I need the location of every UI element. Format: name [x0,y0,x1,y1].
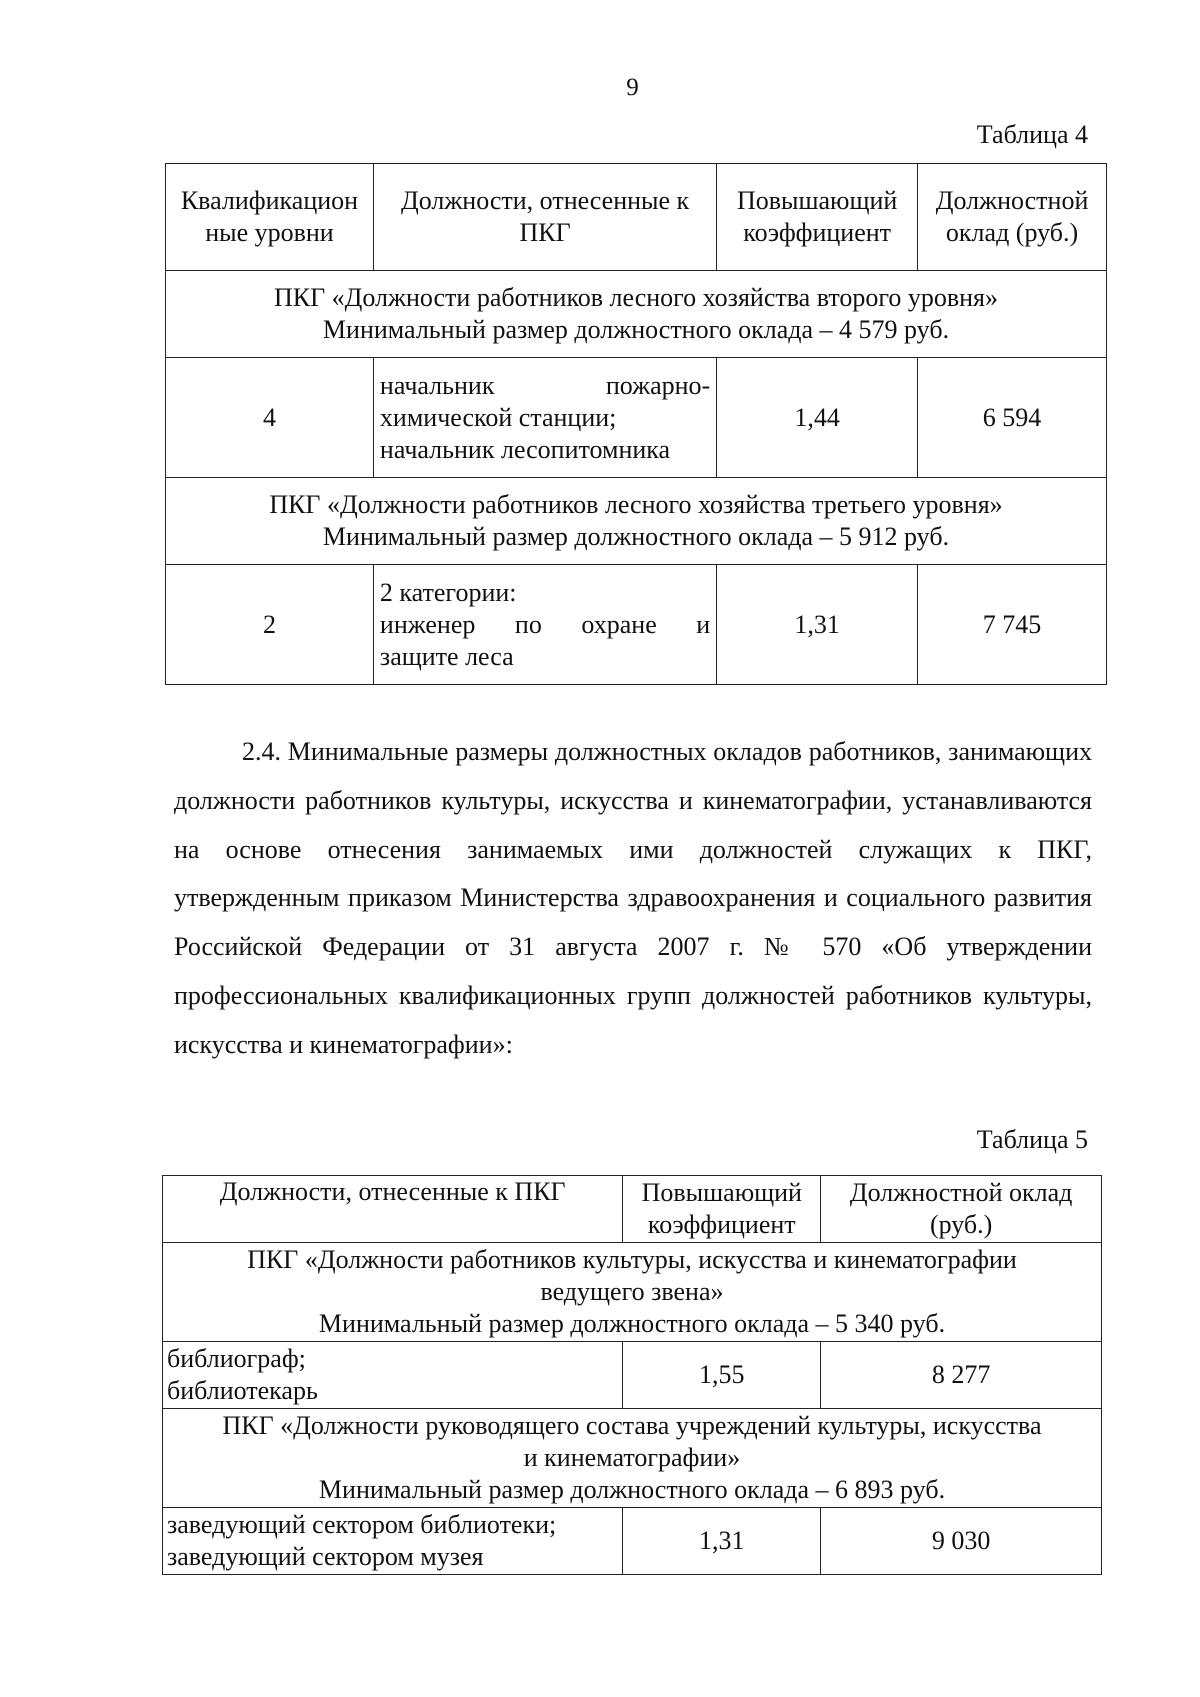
table-row [166,358,1107,478]
table-5 [162,1175,1102,1575]
salary-cell: 9 030 [821,1508,1102,1575]
salary-cell: 8 277 [821,1342,1102,1409]
table-5-group-cell [163,1243,1102,1342]
table-5-header-positions: Должности, отнесенные к ПКГ [163,1176,623,1243]
group-min-salary: Минимальный размер должностного оклада – 5 340 руб. [318,1309,946,1338]
position-line: заведующий сектором библиотеки; [167,1510,557,1539]
group-min-salary: Минимальный размер должностного оклада – 4 579 руб. [322,315,950,344]
positions-cell [373,358,716,478]
table-4-group-row [166,271,1107,358]
table-4-header-positions: Должности, отнесенные к ПКГ [373,164,716,271]
position-line: 2 категории: [379,577,517,607]
group-min-salary: Минимальный размер должностного оклада – 5 912 руб. [322,522,950,551]
position-line: химической станции; [379,402,617,432]
table-4-group-cell [166,478,1107,565]
group-title: ПКГ «Должности работников культуры, искусства и кинематографии [247,1245,1017,1274]
group-title: ПКГ «Должности работников лесного хозяйства третьего уровня» [269,490,1003,519]
table-5-header-coefficient: Повышающий коэффициент [623,1176,821,1243]
salary-cell: 7 745 [918,565,1107,685]
coefficient-cell: 1,31 [717,565,918,685]
coefficient-cell: 1,55 [623,1342,821,1409]
position-line: библиотекарь [167,1376,318,1405]
level-cell: 2 [166,565,374,685]
position-line: заведующий сектором музея [167,1542,484,1571]
level-cell: 4 [166,358,374,478]
table-5-caption: Таблица 5 [976,1125,1088,1154]
table-4-group-cell [166,271,1107,358]
table-5-header-salary: Должностной оклад (руб.) [821,1176,1102,1243]
position-line: защите леса [379,641,514,671]
table-4-group-row [166,478,1107,565]
position-line: начальник пожарно- [379,370,711,400]
position-line: библиограф; [167,1344,306,1373]
table-row [166,565,1107,685]
table-5-group-cell [163,1409,1102,1508]
table-row [163,1508,1102,1575]
table-5-group-row [163,1243,1102,1342]
position-line: инженер по охране и [379,609,711,639]
group-min-salary: Минимальный размер должностного оклада – 6 893 руб. [318,1475,946,1504]
table-4 [165,163,1107,685]
group-title: ведущего звена» [540,1277,724,1306]
coefficient-cell: 1,44 [717,358,918,478]
table-4-header-level: Квалификацион ные уровни [166,164,374,271]
table-4-header-row [166,164,1107,271]
table-5-group-row [163,1409,1102,1508]
group-title: ПКГ «Должности работников лесного хозяйства второго уровня» [273,283,999,312]
positions-cell [373,565,716,685]
table-4-header-salary: Должностной оклад (руб.) [918,164,1107,271]
positions-cell [163,1508,623,1575]
group-title: и кинематографии» [523,1443,741,1472]
table-4-caption: Таблица 4 [976,120,1088,149]
positions-cell [163,1342,623,1409]
position-line: начальник лесопитомника [379,434,671,464]
table-4-header-coefficient: Повышающий коэффициент [717,164,918,271]
page-number: 9 [626,74,639,101]
coefficient-cell: 1,31 [623,1508,821,1575]
group-title: ПКГ «Должности руководящего состава учреждений культуры, искусства [222,1411,1042,1440]
body-paragraph: 2.4. Минимальные размеры должностных окладов работников, занимающих должности работников культуры, искусства и кинематографии, устанавливаются на основе отнесения занимаемых ими должностей служащих к ПКГ, утвержденным приказом Министерства здравоохранения и социального развития Российской Федерации от 31 августа 2007 г. № 570 «Об утверждении профессиональных квалификационных групп должностей работников культуры, искусства и кинематографии»: [174,737,1092,1059]
table-row [163,1342,1102,1409]
salary-cell: 6 594 [918,358,1107,478]
table-5-header-row [163,1176,1102,1243]
